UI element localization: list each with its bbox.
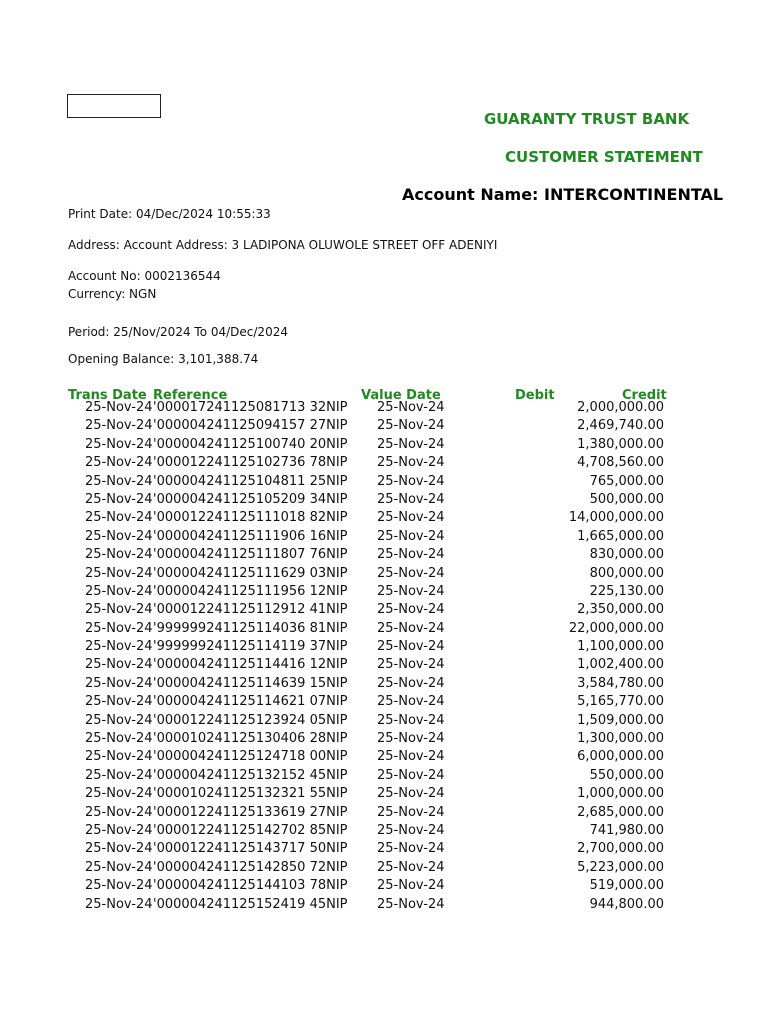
cell-credit: 4,708,560.00	[577, 455, 664, 471]
cell-trans-date: 25-Nov-24	[85, 804, 153, 820]
header-trans-date: Trans Date	[68, 388, 147, 403]
table-row	[0, 399, 668, 417]
cell-value-date: 25-Nov-24	[377, 565, 445, 581]
header-credit: Credit	[622, 388, 667, 403]
table-row	[0, 656, 668, 674]
cell-trans-date: 25-Nov-24	[85, 491, 153, 507]
cell-reference: '000012241125102736 78NIP	[153, 455, 348, 471]
cell-credit: 944,800.00	[589, 896, 664, 912]
cell-value-date: 25-Nov-24	[377, 878, 445, 894]
cell-value-date: 25-Nov-24	[377, 547, 445, 563]
table-row	[0, 767, 668, 785]
cell-credit: 1,380,000.00	[577, 436, 664, 452]
cell-trans-date: 25-Nov-24	[85, 896, 153, 912]
cell-reference: '000012241125142702 85NIP	[153, 822, 348, 838]
cell-credit: 2,350,000.00	[577, 602, 664, 618]
cell-reference: '999999241125114036 81NIP	[153, 620, 348, 636]
header-reference: Reference	[153, 388, 228, 403]
cell-reference: '000017241125081713 32NIP	[153, 400, 348, 415]
table-row	[0, 822, 668, 840]
cell-trans-date: 25-Nov-24	[85, 786, 153, 802]
cell-credit: 519,000.00	[589, 878, 664, 894]
cell-trans-date: 25-Nov-24	[85, 528, 153, 544]
cell-trans-date: 25-Nov-24	[85, 455, 153, 471]
account-name: Account Name: INTERCONTINENTAL	[402, 185, 724, 204]
cell-reference: '999999241125114119 37NIP	[153, 639, 348, 655]
statement-period: Period: 25/Nov/2024 To 04/Dec/2024	[68, 325, 288, 339]
cell-value-date: 25-Nov-24	[377, 786, 445, 802]
cell-reference: '000012241125143717 50NIP	[153, 841, 348, 857]
cell-value-date: 25-Nov-24	[377, 859, 445, 875]
table-row	[0, 417, 668, 435]
table-row	[0, 583, 668, 601]
cell-reference: '000004241125111906 16NIP	[153, 528, 348, 544]
cell-credit: 1,665,000.00	[577, 528, 664, 544]
statement-title: CUSTOMER STATEMENT	[505, 148, 703, 166]
table-header	[0, 388, 668, 403]
table-row	[0, 601, 668, 619]
cell-credit: 1,002,400.00	[577, 657, 664, 673]
cell-value-date: 25-Nov-24	[377, 528, 445, 544]
cell-reference: '000004241125105209 34NIP	[153, 491, 348, 507]
cell-reference: '000004241125142850 72NIP	[153, 859, 348, 875]
cell-trans-date: 25-Nov-24	[85, 418, 153, 434]
cell-value-date: 25-Nov-24	[377, 400, 445, 415]
cell-reference: '000004241125111629 03NIP	[153, 565, 348, 581]
cell-value-date: 25-Nov-24	[377, 455, 445, 471]
bank-name: GUARANTY TRUST BANK	[484, 110, 690, 128]
cell-trans-date: 25-Nov-24	[85, 859, 153, 875]
table-row	[0, 712, 668, 730]
cell-value-date: 25-Nov-24	[377, 712, 445, 728]
table-row	[0, 473, 668, 491]
table-row	[0, 730, 668, 748]
cell-value-date: 25-Nov-24	[377, 841, 445, 857]
cell-credit: 22,000,000.00	[568, 620, 664, 636]
cell-value-date: 25-Nov-24	[377, 620, 445, 636]
cell-credit: 6,000,000.00	[577, 749, 664, 765]
table-row	[0, 620, 668, 638]
cell-trans-date: 25-Nov-24	[85, 639, 153, 655]
cell-credit: 2,000,000.00	[577, 400, 664, 415]
cell-credit: 741,980.00	[589, 822, 664, 838]
cell-credit: 1,100,000.00	[577, 639, 664, 655]
table-row	[0, 693, 668, 711]
cell-credit: 800,000.00	[589, 565, 664, 581]
cell-credit: 550,000.00	[589, 767, 664, 783]
print-date: Print Date: 04/Dec/2024 10:55:33	[68, 207, 271, 221]
cell-trans-date: 25-Nov-24	[85, 400, 153, 415]
cell-value-date: 25-Nov-24	[377, 602, 445, 618]
cell-credit: 14,000,000.00	[568, 510, 664, 526]
cell-credit: 1,300,000.00	[577, 731, 664, 747]
cell-reference: '000012241125111018 82NIP	[153, 510, 348, 526]
cell-trans-date: 25-Nov-24	[85, 473, 153, 489]
cell-trans-date: 25-Nov-24	[85, 841, 153, 857]
cell-trans-date: 25-Nov-24	[85, 565, 153, 581]
cell-value-date: 25-Nov-24	[377, 731, 445, 747]
cell-credit: 2,469,740.00	[577, 418, 664, 434]
cell-credit: 765,000.00	[589, 473, 664, 489]
table-row	[0, 675, 668, 693]
cell-credit: 3,584,780.00	[577, 675, 664, 691]
cell-credit: 1,000,000.00	[577, 786, 664, 802]
opening-balance: Opening Balance: 3,101,388.74	[68, 352, 259, 366]
cell-reference: '000004241125114621 07NIP	[153, 694, 348, 710]
table-row	[0, 509, 668, 527]
cell-credit: 225,130.00	[589, 583, 664, 599]
cell-value-date: 25-Nov-24	[377, 473, 445, 489]
cell-value-date: 25-Nov-24	[377, 804, 445, 820]
table-row	[0, 491, 668, 509]
cell-trans-date: 25-Nov-24	[85, 878, 153, 894]
header-value-date: Value Date	[361, 388, 441, 403]
cell-reference: '000004241125114639 15NIP	[153, 675, 348, 691]
account-address: Address: Account Address: 3 LADIPONA OLUWOLE STREET OFF ADENIYI	[68, 238, 498, 252]
cell-reference: '000004241125114416 12NIP	[153, 657, 348, 673]
cell-trans-date: 25-Nov-24	[85, 694, 153, 710]
header-debit: Debit	[515, 388, 555, 403]
cell-credit: 5,165,770.00	[577, 694, 664, 710]
cell-value-date: 25-Nov-24	[377, 436, 445, 452]
table-row	[0, 785, 668, 803]
cell-credit: 1,509,000.00	[577, 712, 664, 728]
table-row	[0, 877, 668, 895]
cell-trans-date: 25-Nov-24	[85, 436, 153, 452]
cell-value-date: 25-Nov-24	[377, 896, 445, 912]
table-row	[0, 859, 668, 877]
table-row	[0, 528, 668, 546]
cell-value-date: 25-Nov-24	[377, 694, 445, 710]
cell-value-date: 25-Nov-24	[377, 491, 445, 507]
cell-reference: '000012241125123924 05NIP	[153, 712, 348, 728]
cell-trans-date: 25-Nov-24	[85, 510, 153, 526]
cell-credit: 500,000.00	[589, 491, 664, 507]
cell-reference: '000012241125133619 27NIP	[153, 804, 348, 820]
table-row	[0, 454, 668, 472]
cell-reference: '000004241125152419 45NIP	[153, 896, 348, 912]
cell-reference: '000004241125104811 25NIP	[153, 473, 348, 489]
account-number: Account No: 0002136544	[68, 269, 221, 283]
cell-credit: 2,685,000.00	[577, 804, 664, 820]
cell-value-date: 25-Nov-24	[377, 657, 445, 673]
cell-trans-date: 25-Nov-24	[85, 731, 153, 747]
cell-reference: '000004241125124718 00NIP	[153, 749, 348, 765]
cell-value-date: 25-Nov-24	[377, 749, 445, 765]
currency-text: Currency: NGN	[68, 287, 157, 301]
cell-trans-date: 25-Nov-24	[85, 822, 153, 838]
cell-reference: '000004241125094157 27NIP	[153, 418, 348, 434]
cell-value-date: 25-Nov-24	[377, 675, 445, 691]
cell-credit: 2,700,000.00	[577, 841, 664, 857]
cell-trans-date: 25-Nov-24	[85, 675, 153, 691]
table-row	[0, 546, 668, 564]
cell-value-date: 25-Nov-24	[377, 639, 445, 655]
cell-trans-date: 25-Nov-24	[85, 583, 153, 599]
cell-trans-date: 25-Nov-24	[85, 602, 153, 618]
cell-reference: '000004241125111956 12NIP	[153, 583, 348, 599]
table-row	[0, 748, 668, 766]
cell-reference: '000012241125112912 41NIP	[153, 602, 348, 618]
cell-value-date: 25-Nov-24	[377, 822, 445, 838]
cell-trans-date: 25-Nov-24	[85, 767, 153, 783]
cell-trans-date: 25-Nov-24	[85, 749, 153, 765]
logo-placeholder-box	[67, 94, 161, 118]
cell-value-date: 25-Nov-24	[377, 767, 445, 783]
cell-value-date: 25-Nov-24	[377, 418, 445, 434]
table-row	[0, 804, 668, 822]
cell-credit: 5,223,000.00	[577, 859, 664, 875]
cell-reference: '000004241125100740 20NIP	[153, 436, 348, 452]
cell-credit: 830,000.00	[589, 547, 664, 563]
cell-value-date: 25-Nov-24	[377, 510, 445, 526]
transactions-table	[0, 399, 668, 914]
currency	[68, 287, 157, 303]
cell-reference: '000004241125144103 78NIP	[153, 878, 348, 894]
cell-value-date: 25-Nov-24	[377, 583, 445, 599]
table-row	[0, 638, 668, 656]
table-row	[0, 896, 668, 914]
cell-reference: '000010241125130406 28NIP	[153, 731, 348, 747]
cell-trans-date: 25-Nov-24	[85, 620, 153, 636]
table-row	[0, 436, 668, 454]
cell-reference: '000004241125132152 45NIP	[153, 767, 348, 783]
cell-trans-date: 25-Nov-24	[85, 547, 153, 563]
cell-trans-date: 25-Nov-24	[85, 657, 153, 673]
cell-trans-date: 25-Nov-24	[85, 712, 153, 728]
cell-reference: '000004241125111807 76NIP	[153, 547, 348, 563]
table-row	[0, 565, 668, 583]
table-row	[0, 840, 668, 858]
cell-reference: '000010241125132321 55NIP	[153, 786, 348, 802]
